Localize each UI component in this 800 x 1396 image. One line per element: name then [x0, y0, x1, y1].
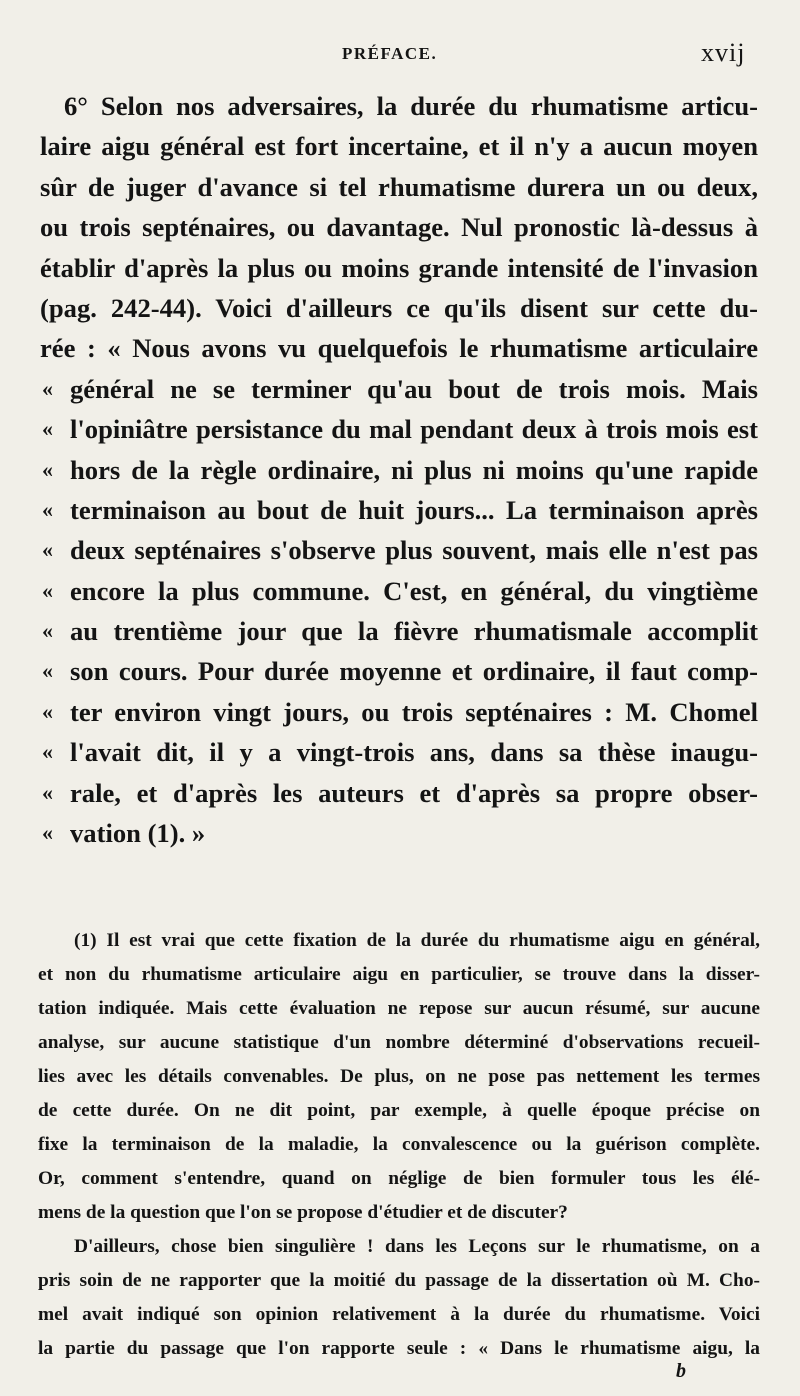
- quote-mark: «: [42, 496, 53, 522]
- text-line-content: son cours. Pour durée moyenne et ordinaire, il faut comp-: [70, 656, 758, 687]
- page-number: xvij: [701, 38, 746, 67]
- main-text: [40, 86, 758, 853]
- quote-mark: «: [42, 537, 53, 563]
- footnote-section: [38, 924, 760, 1366]
- text-line-content: vation (1). »: [70, 818, 206, 849]
- text-line-content: établir d'après la plus ou moins grande intensité de l'invasion: [40, 252, 758, 283]
- text-line-content: rale, et d'après les auteurs et d'après sa propre obser-: [70, 777, 758, 808]
- quote-mark: «: [42, 618, 53, 644]
- text-line: [40, 86, 758, 126]
- text-line: [40, 773, 758, 813]
- footnote-line: tation indiquée. Mais cette évaluation ne repose sur aucun résumé, sur aucune: [38, 998, 760, 1019]
- footnote-line: de cette durée. On ne dit point, par exemple, à quelle époque précise on: [38, 1100, 760, 1121]
- text-line: [40, 450, 758, 490]
- quote-mark: «: [42, 577, 53, 603]
- quote-mark: «: [42, 698, 53, 724]
- quote-mark: «: [42, 739, 53, 765]
- text-line-content: ou trois septénaires, ou davantage. Nul pronostic là-dessus à: [40, 212, 758, 243]
- text-line: [40, 288, 758, 328]
- quote-mark: «: [42, 456, 53, 482]
- text-line-content: rée : « Nous avons vu quelquefois le rhumatisme articulaire: [40, 333, 758, 364]
- quote-mark: «: [42, 820, 53, 846]
- footnote-line: lies avec les détails convenables. De plus, on ne pose pas nettement les termes: [38, 1066, 760, 1087]
- text-line-content: l'avait dit, il y a vingt-trois ans, dans sa thèse inaugu-: [70, 737, 758, 768]
- text-line: [40, 571, 758, 611]
- text-line: [40, 611, 758, 651]
- text-line: [40, 369, 758, 409]
- text-line-content: terminaison au bout de huit jours... La terminaison après: [70, 494, 758, 525]
- quote-mark: «: [42, 416, 53, 442]
- text-line: [40, 651, 758, 691]
- text-line: [40, 328, 758, 368]
- quote-mark: «: [42, 779, 53, 805]
- footnote-line: D'ailleurs, chose bien singulière ! dans les Leçons sur le rhumatisme, on a: [74, 1236, 760, 1257]
- running-title: PRÉFACE.: [342, 44, 438, 63]
- text-line-content: (pag. 242-44). Voici d'ailleurs ce qu'ils disent sur cette du-: [40, 292, 758, 323]
- text-line: [40, 530, 758, 570]
- text-line: [40, 167, 758, 207]
- text-line-content: encore la plus commune. C'est, en général, du vingtième: [70, 575, 758, 606]
- text-line: [40, 490, 758, 530]
- text-line-content: 6° Selon nos adversaires, la durée du rhumatisme articu-: [64, 91, 758, 121]
- page-header: [0, 38, 800, 78]
- text-line-content: laire aigu général est fort incertaine, et il n'y a aucun moyen: [40, 131, 758, 162]
- text-line-content: ter environ vingt jours, ou trois septénaires : M. Chomel: [70, 696, 758, 727]
- footnote-line: mel avait indiqué son opinion relativement à la durée du rhumatisme. Voici: [38, 1304, 760, 1325]
- quote-mark: «: [42, 375, 53, 401]
- text-line-content: général ne se terminer qu'au bout de trois mois. Mais: [70, 373, 758, 404]
- quote-mark: «: [42, 658, 53, 684]
- text-line: [40, 732, 758, 772]
- text-line-content: deux septénaires s'observe plus souvent, mais elle n'est pas: [70, 535, 758, 566]
- footnote-line: Or, comment s'entendre, quand on néglige de bien formuler tous les élé-: [38, 1168, 760, 1189]
- footnote-line: analyse, sur aucune statistique d'un nombre déterminé d'observations recueil-: [38, 1032, 760, 1053]
- footnote-line: mens de la question que l'on se propose d'étudier et de discuter?: [38, 1202, 568, 1223]
- text-line-content: au trentième jour que la fièvre rhumatismale accomplit: [70, 616, 758, 647]
- text-line: [40, 207, 758, 247]
- text-line-content: sûr de juger d'avance si tel rhumatisme durera un ou deux,: [40, 171, 758, 202]
- text-line: [40, 248, 758, 288]
- footnote-line: (1) Il est vrai que cette fixation de la durée du rhumatisme aigu en général,: [74, 930, 760, 951]
- text-line-content: l'opiniâtre persistance du mal pendant deux à trois mois est: [70, 414, 758, 445]
- footnote-line: et non du rhumatisme articulaire aigu en particulier, se trouve dans la disser-: [38, 964, 760, 985]
- footnote-line: fixe la terminaison de la maladie, la convalescence ou la guérison complète.: [38, 1134, 760, 1155]
- text-line: [40, 692, 758, 732]
- footnote-line: la partie du passage que l'on rapporte seule : « Dans le rhumatisme aigu, la: [38, 1338, 760, 1359]
- text-line: [40, 813, 758, 853]
- footnote-line: pris soin de ne rapporter que la moitié du passage de la dissertation où M. Cho-: [38, 1270, 760, 1291]
- text-line: [40, 126, 758, 166]
- text-line: [40, 409, 758, 449]
- text-line-content: hors de la règle ordinaire, ni plus ni moins qu'une rapide: [70, 454, 758, 485]
- signature-mark: b: [676, 1360, 686, 1382]
